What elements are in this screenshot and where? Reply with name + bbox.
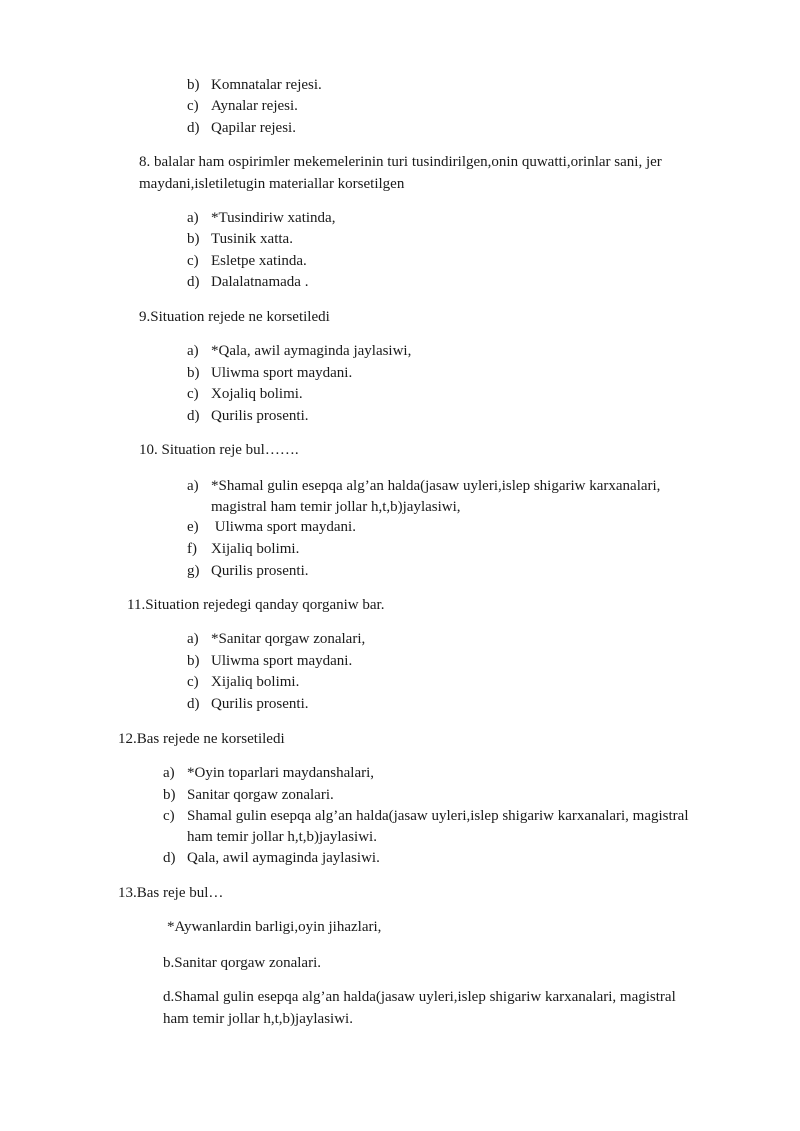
- list-marker: a): [187, 631, 199, 647]
- list-marker: c): [163, 808, 175, 824]
- option-text: Esletpe xatinda.: [211, 253, 307, 269]
- list-marker: g): [187, 563, 200, 579]
- list-marker: a): [187, 478, 199, 494]
- option-text: Uliwma sport maydani.: [211, 365, 353, 381]
- list-marker: c): [187, 98, 199, 114]
- option-text: Tusinik xatta.: [211, 231, 293, 247]
- option-text: *Sanitar qorgaw zonalari,: [211, 631, 366, 647]
- option-text: *Shamal gulin esepqa alg’an halda(jasaw uyleri,islep shigariw karxanalari,: [211, 478, 661, 494]
- list-marker: c): [187, 253, 199, 269]
- option-text: *Oyin toparlari maydanshalari,: [187, 765, 375, 781]
- option-text: Xojaliq bolimi.: [211, 386, 303, 402]
- option-text: b.Sanitar qorgaw zonalari.: [163, 955, 322, 971]
- list-marker: a): [163, 765, 175, 781]
- option-text: Qapilar rejesi.: [211, 120, 296, 136]
- list-marker: b): [187, 231, 200, 247]
- option-text: Xijaliq bolimi.: [211, 541, 300, 557]
- option-text: Aynalar rejesi.: [211, 98, 298, 114]
- list-marker: d): [187, 696, 200, 712]
- option-text: *Qala, awil aymaginda jaylasiwi,: [211, 343, 412, 359]
- option-text: Uliwma sport maydani.: [211, 519, 356, 535]
- option-text-continued: ham temir jollar h,t,b)jaylasiwi.: [163, 1011, 353, 1027]
- list-marker: a): [187, 343, 199, 359]
- option-text: Dalalatnamada .: [211, 274, 309, 290]
- list-marker: e): [187, 519, 199, 535]
- question-text: 11.Situation rejedegi qanday qorganiw bar.: [127, 597, 385, 613]
- list-marker: c): [187, 674, 199, 690]
- list-marker: b): [187, 77, 200, 93]
- option-text: Xijaliq bolimi.: [211, 674, 300, 690]
- option-text: Qala, awil aymaginda jaylasiwi.: [187, 850, 380, 866]
- option-text: Qurilis prosenti.: [211, 563, 309, 579]
- option-text: *Tusindiriw xatinda,: [211, 210, 336, 226]
- list-marker: f): [187, 541, 197, 557]
- option-text: Uliwma sport maydani.: [211, 653, 353, 669]
- question-text: 12.Bas rejede ne korsetiledi: [118, 731, 285, 747]
- list-marker: a): [187, 210, 199, 226]
- question-text: maydani,isletiletugin materiallar korsetilgen: [139, 176, 405, 192]
- list-marker: d): [163, 850, 176, 866]
- question-text: 13.Bas reje bul…: [118, 885, 224, 901]
- list-marker: b): [187, 653, 200, 669]
- option-text: *Aywanlardin barligi,oyin jihazlari,: [167, 919, 382, 935]
- option-text-continued: magistral ham temir jollar h,t,b)jaylasiwi,: [211, 499, 461, 515]
- option-text: d.Shamal gulin esepqa alg’an halda(jasaw uyleri,islep shigariw karxanalari, magistral: [163, 989, 676, 1005]
- option-text: Qurilis prosenti.: [211, 408, 309, 424]
- option-text: Shamal gulin esepqa alg’an halda(jasaw uyleri,islep shigariw karxanalari, magistral: [187, 808, 689, 824]
- list-marker: b): [187, 365, 200, 381]
- question-text: 9.Situation rejede ne korsetiledi: [139, 309, 330, 325]
- list-marker: c): [187, 386, 199, 402]
- list-marker: d): [187, 408, 200, 424]
- option-text: Sanitar qorgaw zonalari.: [187, 787, 334, 803]
- question-text: 8. balalar ham ospirimler mekemelerinin turi tusindirilgen,onin quwatti,orinlar sani, jer: [139, 154, 662, 170]
- option-text: Komnatalar rejesi.: [211, 77, 322, 93]
- list-marker: b): [163, 787, 176, 803]
- list-marker: d): [187, 120, 200, 136]
- option-text-continued: ham temir jollar h,t,b)jaylasiwi.: [187, 829, 377, 845]
- question-text: 10. Situation reje bul…….: [139, 442, 299, 458]
- list-marker: d): [187, 274, 200, 290]
- option-text: Qurilis prosenti.: [211, 696, 309, 712]
